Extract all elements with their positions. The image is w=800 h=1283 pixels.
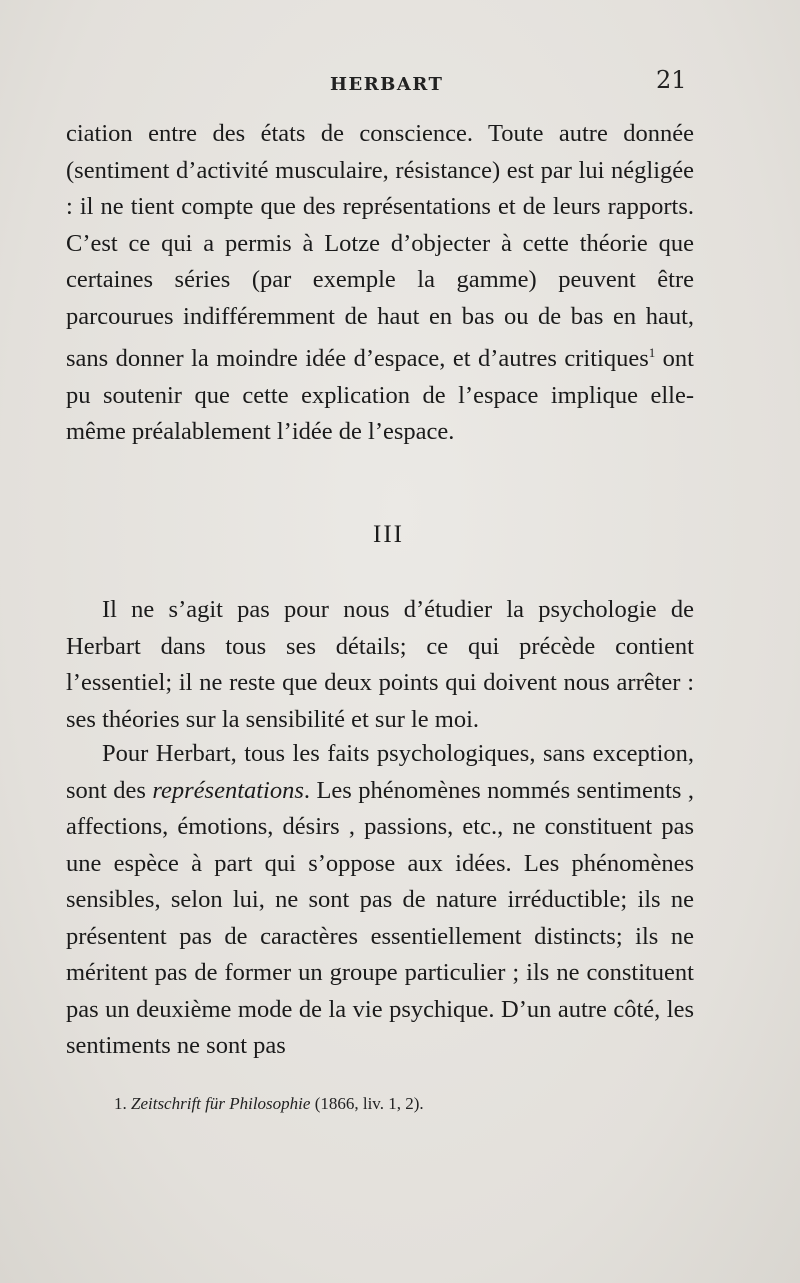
footnote <box>114 1094 424 1114</box>
paragraph-continuation <box>66 116 694 451</box>
page-number: 21 <box>656 66 687 94</box>
running-title: HERBART <box>330 74 444 95</box>
section-heading: III <box>373 521 404 548</box>
text-block-continuation <box>66 116 694 451</box>
paragraph-text-rest: ont pu soutenir que cette explication de l’espace implique elle-même préalablement l’idée de l’espace. <box>66 345 694 445</box>
paragraph-text-rest: . Les phénomènes nommés sentiments , affections, émotions, désirs , passions, etc., ne constituent pas une espèce à part qui s’oppose aux idées. Les phénomènes sensibles, selon lui, ne sont pas de nature irréductible; ils ne présentent pas de caractères essentiellement distincts; ils ne méritent pas de former un groupe particulier ; ils ne constituent pas un deuxième mode de la vie psychique. D’un autre côté, les sentiments ne sont pas <box>66 776 694 1059</box>
footnote-number: 1. <box>114 1094 127 1113</box>
footnote-title: Zeitschrift für Philosophie <box>131 1094 311 1113</box>
text-block-herbart <box>66 736 694 1065</box>
paragraph-text: Pour Herbart, tous les faits psychologiques, sans exception, sont des <box>66 740 694 804</box>
text-block-section <box>66 592 694 738</box>
footnote-ref: 1 <box>648 345 656 360</box>
paragraph-text: ciation entre des états de conscience. Toute autre donnée (sentiment d’activité musculaire, résistance) est par lui négligée : il ne tient compte que des représentations et de leurs rapports. C’est ce qui a permis à Lotze d’objecter à cette théorie que certaines séries (par exemple la gamme) peuvent être parcourues indifféremment de haut en bas ou de bas en haut, sans donner la moindre idée d’espace, et d’autres critiques <box>66 120 694 372</box>
emphasis-term: représentations <box>152 776 304 804</box>
footnote-details: (1866, liv. 1, 2). <box>310 1094 424 1113</box>
paragraph-intro: Il ne s’agit pas pour nous d’étudier la psychologie de Herbart dans tous ses détails; ce qui précède contient l’essentiel; il ne reste que deux points qui doivent nous arrêter : ses théories sur la sensibilité et sur le moi. <box>66 596 694 733</box>
paragraph-representations <box>66 736 694 1065</box>
